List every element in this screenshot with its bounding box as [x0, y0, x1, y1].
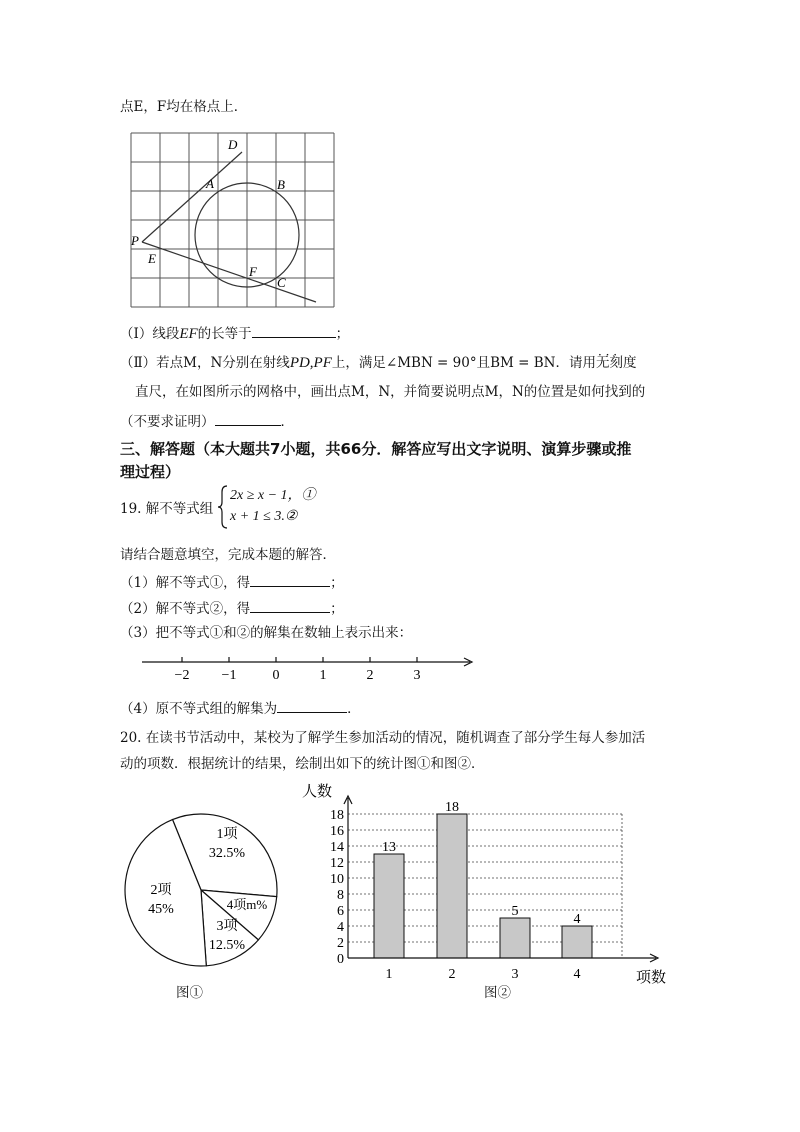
ineq1: 2x ≥ x − 1，① [230, 488, 316, 503]
label-c: C [277, 275, 286, 290]
pie-value: 12.5% [208, 938, 246, 953]
number-line-label: −2 [174, 668, 190, 683]
number-line-label: −1 [221, 668, 237, 683]
label-e: E [148, 251, 156, 266]
q1-post: 的长等于 [197, 326, 252, 342]
p20-line1: 20. 在读书节活动中，某校为了解学生参加活动的情况，随机调查了部分学生每人参加活 [120, 730, 646, 746]
q1-end: ； [335, 326, 350, 342]
bar-ytick: 16 [330, 824, 344, 839]
bar-ytick: 6 [337, 904, 344, 919]
s4-text: （4）原不等式组的解集为 [120, 701, 278, 717]
label-b: B [277, 177, 285, 192]
bar-ylabel: 人数 [302, 784, 333, 800]
bar-value-label: 4 [573, 912, 581, 927]
pie-label: 2项 [150, 883, 172, 898]
bar-ytick: 0 [337, 952, 344, 967]
p18-q2-line2: 直尺，在如图所示的网格中，画出点M，N，并简要说明点M，N的位置是如何找到的 [135, 384, 646, 400]
q2-blank[interactable] [215, 411, 281, 426]
section3-line1: 三、解答题（本大题共7小题，共66分．解答应写出文字说明、演算步骤或推 [120, 440, 632, 458]
pie-label: 1项 [216, 827, 238, 842]
bar-ytick: 2 [337, 936, 344, 951]
grid-lines [131, 133, 334, 307]
grid-figure [120, 128, 350, 318]
ray-pf [142, 242, 316, 302]
q2-line1-b: 上，满足∠MBN = 90°且BM = BN．请用 [331, 355, 596, 371]
p18-q1 [120, 323, 349, 344]
pie-value: 45% [148, 902, 174, 917]
p18-q2-line3 [120, 411, 294, 432]
s1-end: ； [330, 575, 344, 591]
s4-blank[interactable] [277, 698, 347, 713]
s2-end: ； [330, 601, 344, 617]
q2-line1-a: （Ⅱ）若点M，N分别在射线 [120, 355, 290, 371]
s1-text: （1）解不等式①，得 [120, 575, 251, 591]
q2-end: ． [280, 414, 294, 430]
fig1-caption: 图① [176, 985, 203, 1001]
bar-xlabel: 项数 [636, 970, 667, 986]
p18-intro: 点E，F均在格点上． [120, 99, 248, 115]
bar-ytick: 8 [337, 888, 344, 903]
label-f: F [249, 264, 257, 279]
ray-pd [142, 152, 242, 242]
q2-rays: PD,PF [289, 355, 332, 371]
label-p: P [131, 233, 139, 248]
pie-label: 3项 [216, 919, 238, 934]
s4-end: ． [347, 701, 361, 717]
p19-stem: 19. 解不等式组 [120, 501, 214, 517]
bar-xtick: 4 [573, 967, 581, 982]
section3-line2: 理过程） [120, 463, 181, 481]
bar-value-label: 5 [511, 904, 519, 919]
bar-yticks [330, 808, 344, 967]
pie-chart [118, 810, 288, 1000]
bar [437, 814, 467, 958]
q1-ef: EF [179, 326, 198, 342]
p19-s3: （3）把不等式①和②的解集在数轴上表示出来： [120, 625, 413, 641]
bar-xtick: 1 [385, 967, 393, 982]
bar-xtick: 3 [511, 967, 519, 982]
number-line-label: 0 [272, 668, 280, 683]
number-line-ticks [175, 657, 421, 683]
number-line-label: 2 [366, 668, 374, 683]
bar [562, 926, 592, 958]
fig2-caption: 图② [484, 985, 511, 1001]
bar-chart [300, 780, 680, 1000]
pie-slices [125, 814, 277, 966]
label-d: D [228, 137, 238, 152]
q2-emph: · · · 无刻度 [596, 355, 637, 371]
bar-value-label: 13 [382, 840, 396, 855]
p20-line2: 动的项数．根据统计的结果，绘制出如下的统计图①和图②． [120, 756, 485, 772]
bar-value-label: 18 [445, 800, 459, 815]
q1-blank[interactable] [252, 323, 336, 338]
s2-blank[interactable] [250, 598, 330, 613]
bar-ytick: 12 [330, 856, 344, 871]
bar [374, 854, 404, 958]
number-line [140, 648, 480, 688]
q1-pre: （Ⅰ）线段 [120, 326, 180, 342]
bar-xticks [386, 967, 581, 982]
pie-value: 32.5% [208, 846, 246, 861]
p19-s2 [120, 598, 344, 619]
pie-label: 4项m% [226, 897, 268, 912]
ineq2: x + 1 ≤ 3.② [230, 509, 298, 524]
system-brace [216, 484, 230, 530]
p19-s4 [120, 698, 361, 719]
bar-ytick: 4 [337, 920, 344, 935]
label-a: A [206, 176, 214, 191]
p19-instruct: 请结合题意填空，完成本题的解答． [120, 547, 336, 563]
bar-xtick: 2 [448, 967, 456, 982]
bar-bars [374, 800, 592, 958]
bar-ytick: 10 [330, 872, 344, 887]
s2-text: （2）解不等式②，得 [120, 601, 251, 617]
q2-line3: （不要求证明） [120, 414, 215, 430]
p18-q2-line1 [120, 353, 636, 373]
bar [500, 918, 530, 958]
p19-s1 [120, 572, 344, 593]
number-line-label: 1 [319, 668, 327, 683]
bar-ytick: 18 [330, 808, 344, 823]
number-line-label: 3 [413, 668, 421, 683]
s1-blank[interactable] [250, 572, 330, 587]
bar-ytick: 14 [330, 840, 344, 855]
